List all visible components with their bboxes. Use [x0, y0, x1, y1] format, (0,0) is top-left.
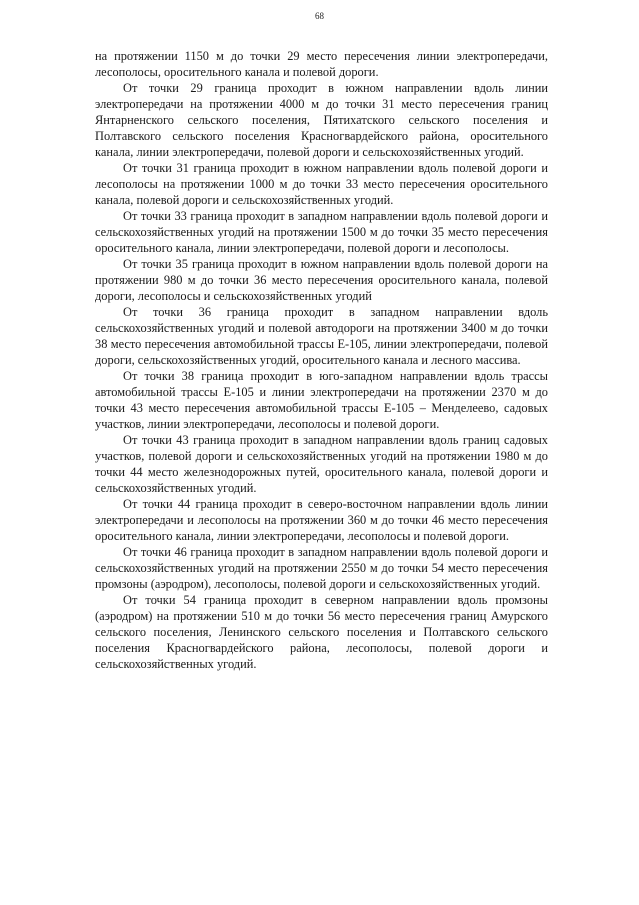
paragraph: От точки 54 граница проходит в северном направлении вдоль промзоны (аэродром) на протяжении 510 м до точки 56 место пересечения границ Амурского сельского поселения, Ленинского сельского поселения и Полтавского сельского поселения Красногвардейского района, лесополосы, полевой дороги и сельскохозяйственных угодий. — [95, 593, 548, 671]
page-number: 68 — [315, 11, 324, 21]
paragraph: От точки 33 граница проходит в западном направлении вдоль полевой дороги и сельскохозяйственных угодий на протяжении 1500 м до точки 35 место пересечения оросительного канала, линии электропередачи, полевой дороги и лесополосы. — [95, 209, 548, 255]
paragraph: на протяжении 1150 м до точки 29 место пересечения линии электропередачи, лесополосы, оросительного канала и полевой дороги. — [95, 49, 548, 79]
paragraph: От точки 46 граница проходит в западном направлении вдоль полевой дороги и сельскохозяйственных угодий на протяжении 2550 м до точки 54 место пересечения промзоны (аэродром), лесополосы, полевой дороги и сельскохозяйственных угодий. — [95, 545, 548, 591]
paragraph: От точки 36 граница проходит в западном направлении вдоль сельскохозяйственных угодий и полевой автодороги на протяжении 3400 м до точки 38 место пересечения автомобильной трассы Е-105, линии электропередачи, полевой дороги, сельскохозяйственных угодий, оросительного канала и лесного массива. — [95, 305, 548, 367]
paragraph: От точки 43 граница проходит в западном направлении вдоль границ садовых участков, полевой дороги и сельскохозяйственных угодий на протяжении 1980 м до точки 44 место железнодорожных путей, оросительного канала, полевой дороги и сельскохозяйственных угодий. — [95, 433, 548, 495]
paragraph: От точки 38 граница проходит в юго-западном направлении вдоль трассы автомобильной трассы Е-105 и линии электропередачи на протяжении 2370 м до точки 43 место пересечения автомобильной трассы Е-105 – Менделеево, садовых участков, линии электропередачи, лесополосы и полевой дороги. — [95, 369, 548, 431]
paragraph: От точки 29 граница проходит в южном направлении вдоль линии электропередачи на протяжении 4000 м до точки 31 место пересечения границ Янтарненского сельского поселения, Пятихатского сельского поселения и Полтавского сельского поселения Красногвардейского района, оросительного канала, линии электропередачи, полевой дороги и сельскохозяйственных угодий. — [95, 81, 548, 159]
paragraph: От точки 31 граница проходит в южном направлении вдоль полевой дороги и лесополосы на протяжении 1000 м до точки 33 место пересечения оросительного канала, полевой дороги и сельскохозяйственных угодий. — [95, 161, 548, 207]
paragraph: От точки 35 граница проходит в южном направлении вдоль полевой дороги на протяжении 980 м до точки 36 место пересечения оросительного канала, полевой дороги, лесополосы и сельскохозяйственных угодий — [95, 257, 548, 303]
paragraph: От точки 44 граница проходит в северо-восточном направлении вдоль линии электропередачи и лесополосы на протяжении 360 м до точки 46 место пересечения оросительного канала, линии электропередачи, лесополосы и полевой дороги. — [95, 497, 548, 543]
document-body — [95, 48, 548, 672]
